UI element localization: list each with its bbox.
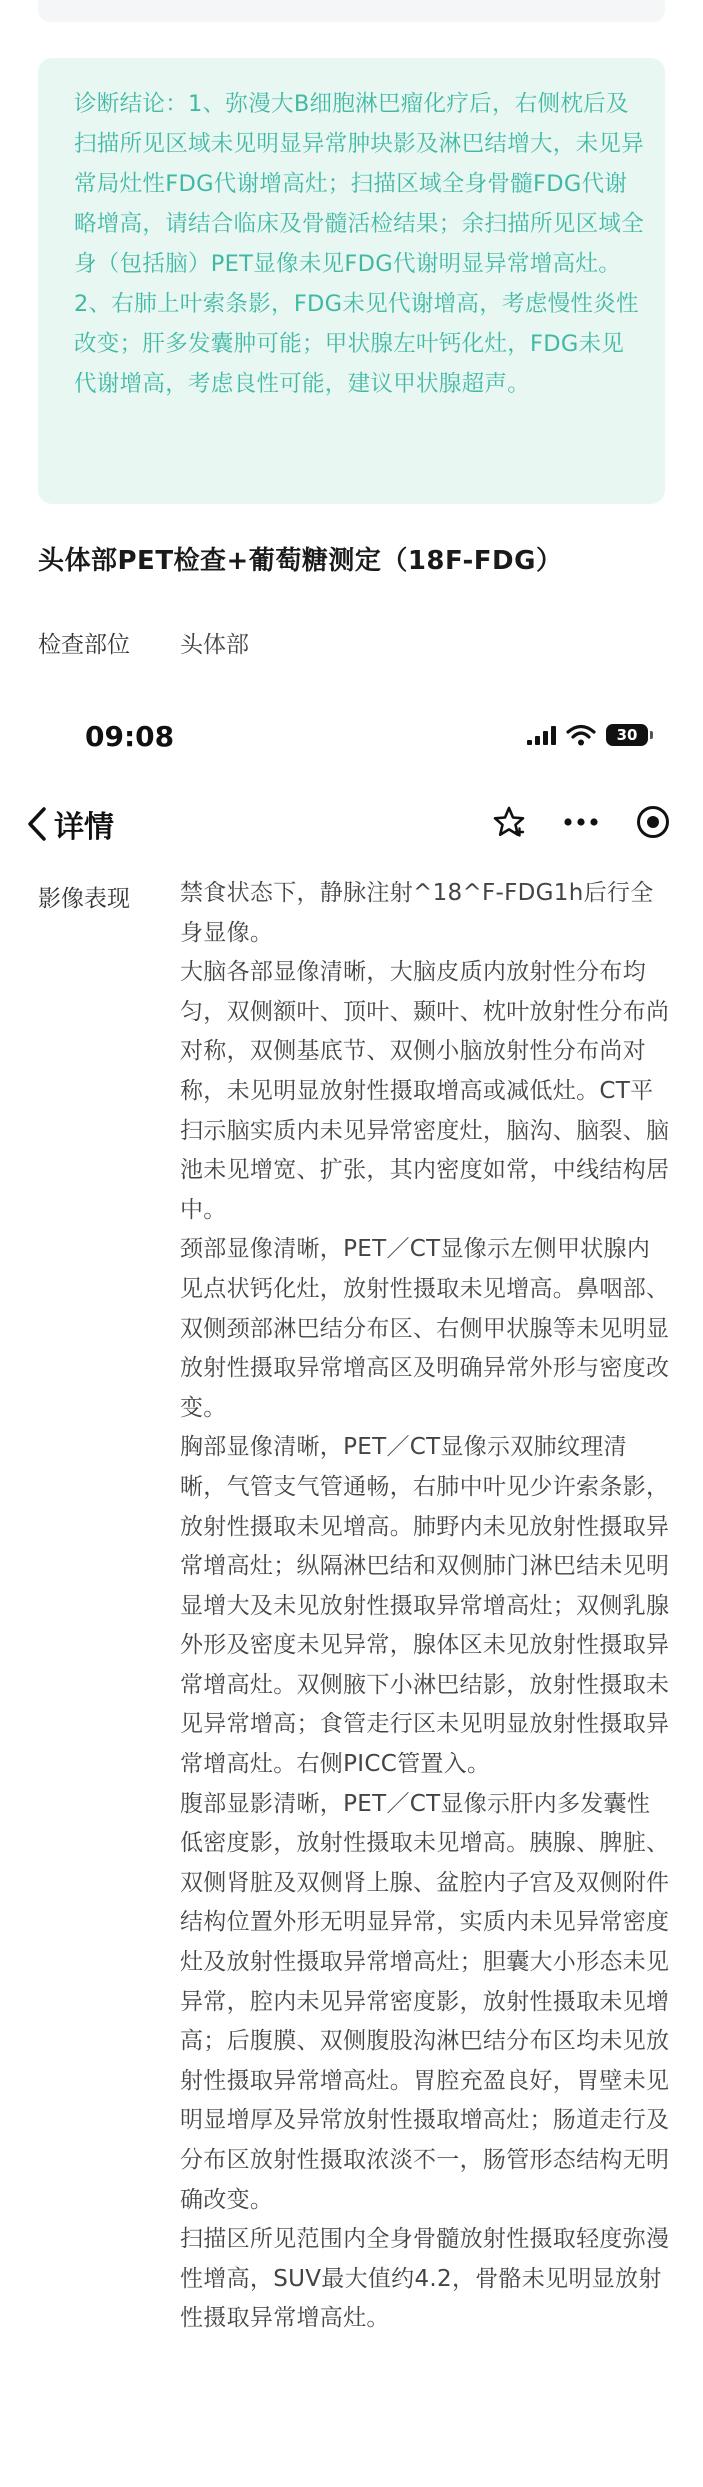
status-time: 09:08	[85, 720, 175, 753]
star-outline-icon	[492, 805, 526, 839]
conclusion-paragraph-1: 诊断结论：1、弥漫大B细胞淋巴瘤化疗后，右侧枕后及扫描所见区域未见明显异常肿块影及淋巴结增大，未见异常局灶性FDG代谢增高灶；扫描区域全身骨髓FDG代谢略增高，请结合临床及骨髓活检结果；余扫描所见区域全身（包括脑）PET显像未见FDG代谢明显异常增高灶。	[74, 91, 645, 277]
exam-title: 头体部PET检查+葡萄糖测定（18F-FDG）	[38, 546, 563, 576]
conclusion-paragraph-2: 2、右肺上叶索条影，FDG未见代谢增高，考虑慢性炎性改变；肝多发囊肿可能；甲状腺左叶钙化灶，FDG未见代谢增高，考虑良性可能，建议甲状腺超声。	[74, 291, 639, 397]
findings-paragraph-5: 腹部显影清晰，PET／CT显像示肝内多发囊性低密度影，放射性摄取未见增高。胰腺、脾脏、双侧肾脏及双侧肾上腺、盆腔内子宫及双侧附件结构位置外形无明显异常，实质内未见异常密度灶及放射性摄取异常增高灶；胆囊大小形态未见异常，腔内未见异常密度影，放射性摄取未见增高；后腹膜、双侧腹股沟淋巴结分布区均未见放射性摄取异常增高灶。胃腔充盈良好，胃壁未见明显增厚及异常放射性摄取增高灶；肠道走行及分布区放射性摄取浓淡不一，肠管形态结构无明确改变。	[180, 1790, 670, 2213]
exam-site-label: 检查部位	[38, 632, 130, 658]
findings-paragraph-3: 颈部显像清晰，PET／CT显像示左侧甲状腺内见点状钙化灶，放射性摄取未见增高。鼻咽部、双侧颈部淋巴结分布区、右侧甲状腺等未见明显放射性摄取异常增高区及明确异常外形与密度改变。	[180, 1236, 670, 1421]
findings-paragraph-4: 胸部显像清晰，PET／CT显像示双肺纹理清晰，气管支气管通畅，右肺中叶见少许索条影，放射性摄取未见增高。肺野内未见放射性摄取异常增高灶；纵隔淋巴结和双侧肺门淋巴结未见明显增大及未见放射性摄取异常增高灶；双侧乳腺外形及密度未见异常，腺体区未见放射性摄取异常增高灶。双侧腋下小淋巴结影，放射性摄取未见异常增高；食管走行区未见明显放射性摄取异常增高灶。右侧PICC管置入。	[180, 1434, 670, 1778]
more-button[interactable]	[559, 800, 603, 844]
findings-paragraph-1: 禁食状态下，静脉注射^18^F-FDG1h后行全身显像。	[180, 880, 654, 946]
findings-paragraph-6: 扫描区所见范围内全身骨髓放射性摄取轻度弥漫性增高，SUV最大值约4.2，骨骼未见明显放射性摄取异常增高灶。	[180, 2226, 670, 2332]
nav-actions	[487, 800, 675, 844]
record-target-icon	[635, 804, 671, 840]
wifi-icon	[566, 724, 596, 746]
findings-label: 影像表现	[38, 886, 130, 912]
favorite-button[interactable]	[487, 800, 531, 844]
previous-card-edge	[38, 0, 665, 22]
page-title: 详情	[54, 810, 114, 845]
findings-paragraph-2: 大脑各部显像清晰，大脑皮质内放射性分布均匀，双侧额叶、顶叶、颞叶、枕叶放射性分布尚对称，双侧基底节、双侧小脑放射性分布尚对称，未见明显放射性摄取增高或减低灶。CT平扫示脑实质内未见异常密度灶，脑沟、脑裂、脑池未见增宽、扩张，其内密度如常，中线结构居中。	[180, 959, 670, 1223]
chevron-left-icon	[26, 806, 48, 842]
back-button[interactable]	[26, 802, 114, 846]
exam-site-value: 头体部	[180, 632, 249, 658]
close-miniprogram-button[interactable]	[631, 800, 675, 844]
more-dots-icon	[563, 817, 599, 827]
battery-icon: 30	[606, 724, 648, 746]
diagnosis-conclusion-box	[38, 58, 665, 504]
findings-text	[180, 874, 670, 2339]
nav-bar	[0, 790, 703, 860]
status-icons	[527, 724, 648, 746]
cellular-signal-icon	[527, 725, 556, 745]
